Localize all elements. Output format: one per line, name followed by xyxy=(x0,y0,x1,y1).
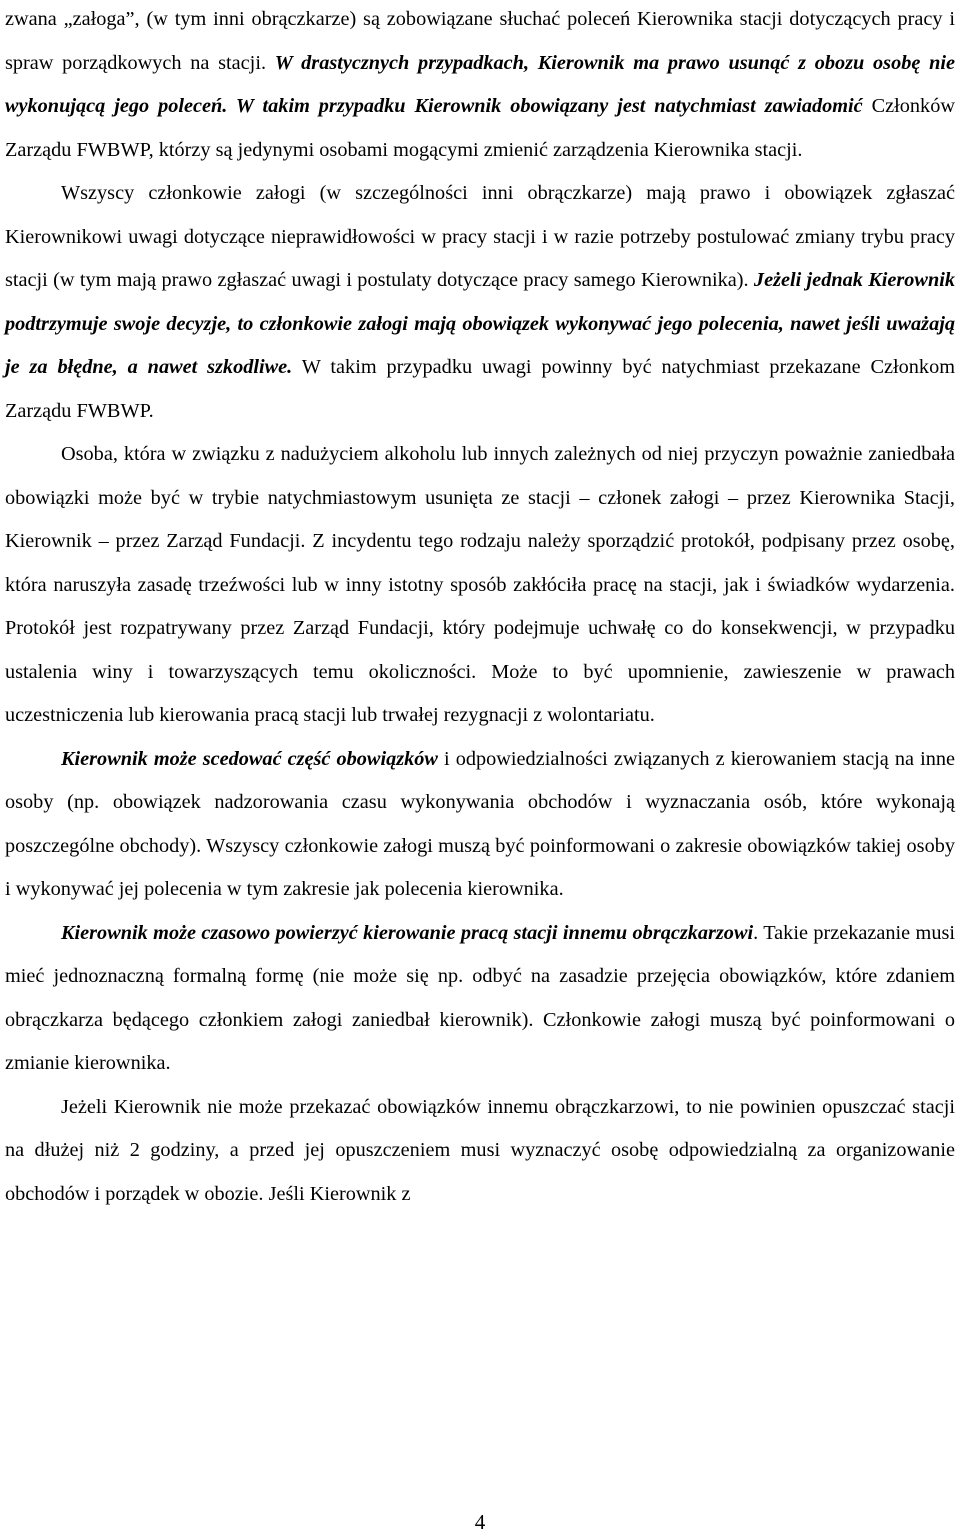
p5-run-1-emphasis: Kierownik może czasowo powierzyć kierowanie pracą stacji innemu obrączkarzowi xyxy=(61,921,754,944)
paragraph-3 xyxy=(5,433,955,738)
paragraph-2 xyxy=(5,172,955,433)
p2-run-3: W takim przypadku uwagi powinny być natychmiast przekazane Członkom Zarządu FWBWP. xyxy=(5,356,955,422)
p5-run-2: . Takie przekazanie musi mieć jednoznaczną formalną formę (nie może się np. odbyć na zasadzie przejęcia obowiązków, które zdaniem obrączkarza będącego członkiem załogi zaniedbał kierownik). Członkowie załogi muszą być poinformowani o zmianie kierownika. xyxy=(5,921,955,1074)
p1-run-3: Członków Zarządu FWBWP, którzy są jedynymi osobami mogącymi zmienić zarządzenia Kierownika stacji. xyxy=(5,95,955,161)
p6-run-1: Jeżeli Kierownik nie może przekazać obowiązków innemu obrączkarzowi, to nie powinien opuszczać stacji na dłużej niż 2 godziny, a przed jej opuszczeniem musi wyznaczyć osobę odpowiedzialną za organizowanie obchodów i porządek w obozie. Jeśli Kierownik z xyxy=(5,1095,955,1205)
paragraph-1 xyxy=(5,0,955,172)
p1-run-1: zwana „załoga”, (w tym inni obrączkarze) są zobowiązane słuchać poleceń Kierownika stacji dotyczących pracy i spraw porządkowych na stacji. xyxy=(5,8,955,74)
p1-run-2-emphasis: W drastycznych przypadkach, Kierownik ma prawo usunąć z obozu osobę nie wykonującą jego poleceń. W takim przypadku Kierownik obowiązany jest natychmiast zawiadomić xyxy=(5,51,955,117)
p2-run-2-emphasis: Jeżeli jednak Kierownik podtrzymuje swoje decyzje, to członkowie załogi mają obowiązek wykonywać jego polecenia, nawet jeśli uważają je za błędne, a nawet szkodliwe. xyxy=(5,269,955,378)
document-page xyxy=(5,0,955,1216)
paragraph-4 xyxy=(5,738,955,912)
p4-run-1-emphasis: Kierownik może scedować część obowiązków xyxy=(61,747,438,770)
page-number: 4 xyxy=(474,1510,486,1534)
paragraph-6 xyxy=(5,1086,955,1217)
p3-run-1: Osoba, która w związku z nadużyciem alkoholu lub innych zależnych od niej przyczyn poważnie zaniedbała obowiązki może być w trybie natychmiastowym usunięta ze stacji – członek załogi – przez Kierownika Stacji, Kierownik – przez Zarząd Fundacji. Z incydentu tego rodzaju należy sporządzić protokół, podpisany przez osobę, która naruszyła zasadę trzeźwości lub w inny istotny sposób zakłóciła pracę na stacji, jak i świadków wydarzenia. Protokół jest rozpatrywany przez Zarząd Fundacji, który podejmuje uchwałę co do konsekwencji, w przypadku ustalenia winy i towarzyszących temu okoliczności. Może to być upomnienie, zawieszenie w prawach uczestniczenia lub kierowania pracą stacji lub trwałej rezygnacji z wolontariatu. xyxy=(5,443,955,726)
paragraph-5 xyxy=(5,912,955,1086)
p4-run-2: i odpowiedzialności związanych z kierowaniem stacją na inne osoby (np. obowiązek nadzorowania czasu wykonywania obchodów i wyznaczania osób, które wykonają poszczególne obchody). Wszyscy członkowie załogi muszą być poinformowani o zakresie obowiązków takiej osoby i wykonywać jej polecenia w tym zakresie jak polecenia kierownika. xyxy=(5,747,955,900)
p2-run-1: Wszyscy członkowie załogi (w szczególności inni obrączkarze) mają prawo i obowiązek zgłaszać Kierownikowi uwagi dotyczące nieprawidłowości w pracy stacji i w razie potrzeby postulować zmiany trybu pracy stacji (w tym mają prawo zgłaszać uwagi i postulaty dotyczące pracy samego Kierownika). xyxy=(5,182,955,291)
